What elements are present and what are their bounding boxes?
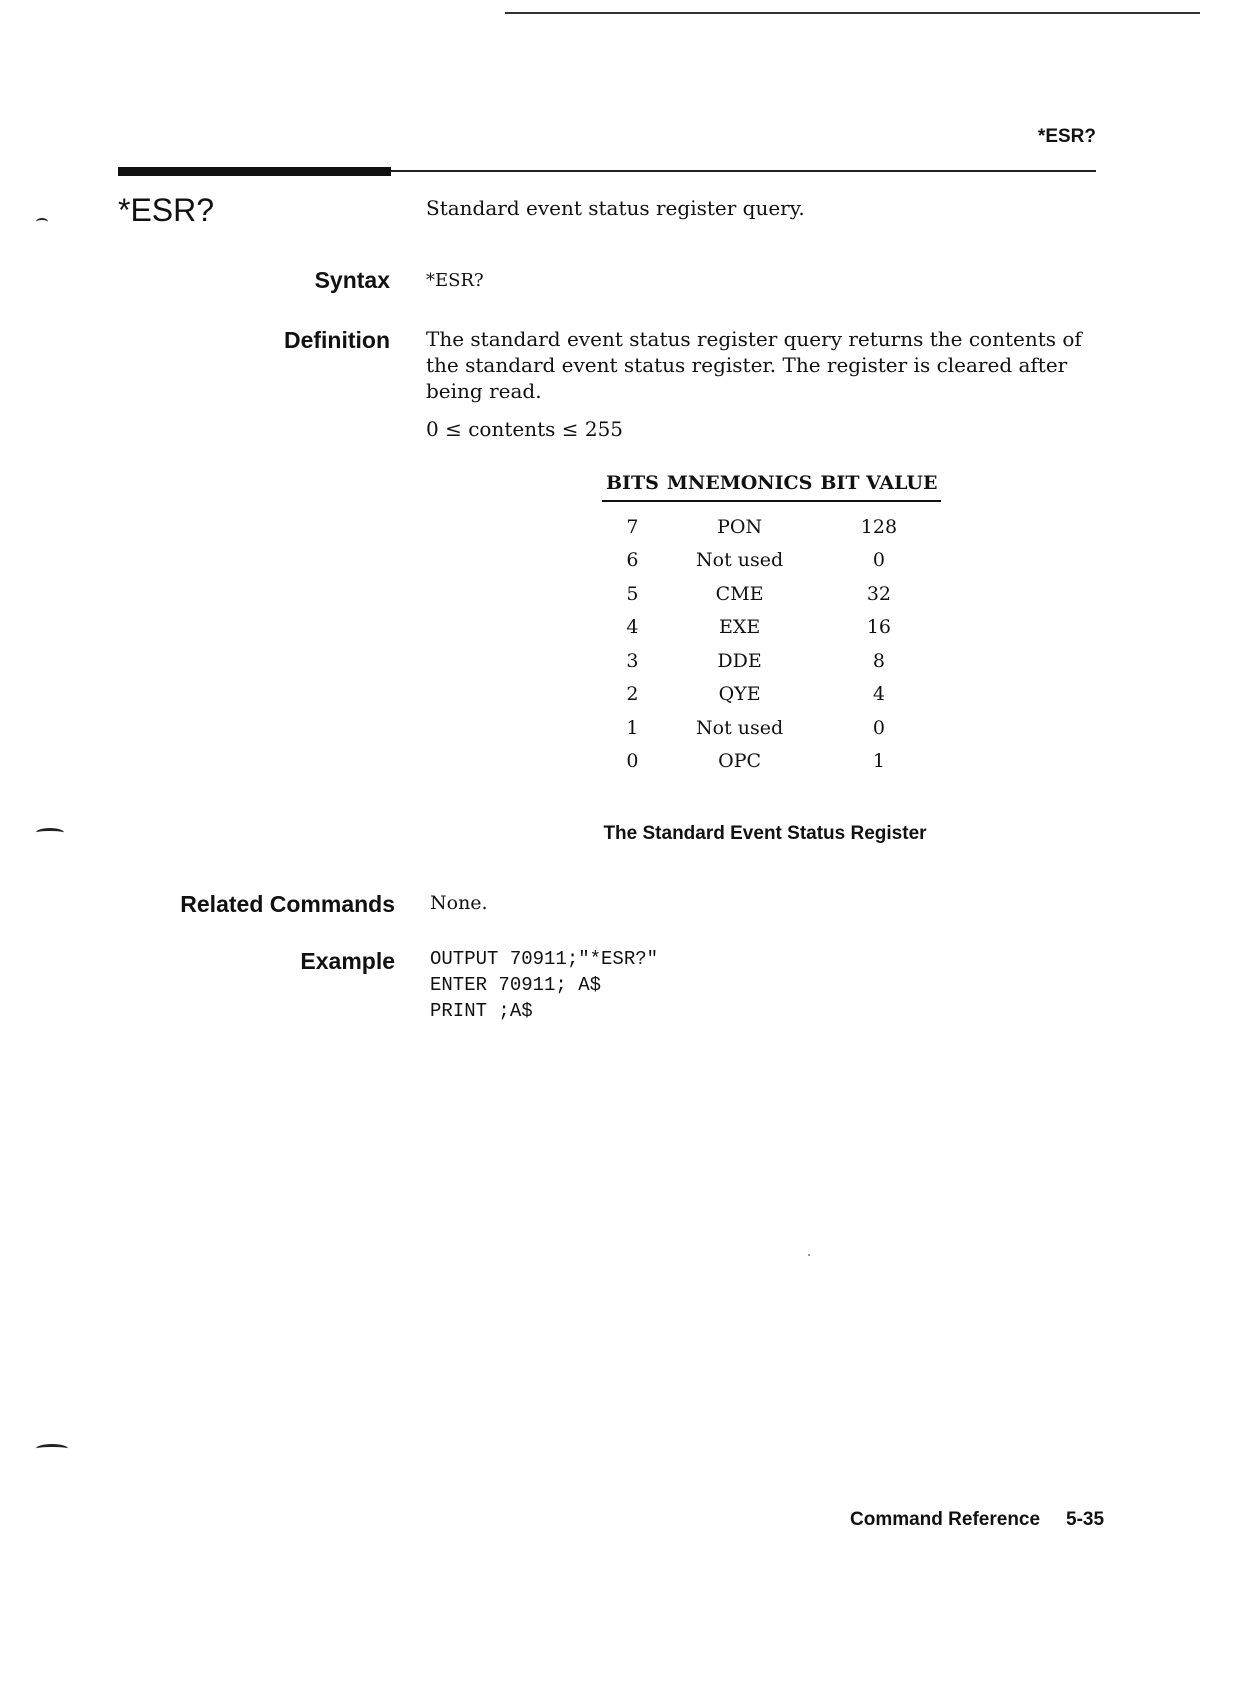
mnemonic-cell: Not used [696,549,784,572]
example-label: Example [300,948,395,974]
section-bar [118,167,391,176]
syntax-text: *ESR? [426,270,484,291]
mnemonic-cell: CME [715,582,764,605]
section-rule [391,170,1096,172]
footer-page-number: 5-35 [1066,1509,1105,1530]
top-rule [505,12,1200,14]
syntax-label: Syntax [314,267,390,293]
bit-cell: 5 [626,582,639,605]
example-code: OUTPUT 70911;"*ESR?" ENTER 70911; A$ PRINT ;A$ [430,948,659,1022]
footer-section-title: Command Reference [850,1509,1041,1530]
table-row [602,544,941,578]
mnemonic-cell: OPC [718,750,762,773]
bit-cell: 0 [626,750,639,773]
table-header-row [602,472,941,501]
value-cell: 0 [872,549,885,572]
register-table [602,472,941,778]
table-row [602,501,941,544]
related-commands-text: None. [430,892,488,914]
scan-mark [36,218,48,226]
bit-cell: 2 [626,683,639,706]
definition-label: Definition [283,327,390,353]
command-title: *ESR? [118,192,215,228]
command-summary: Standard event status register query. [426,196,805,220]
definition-text: The standard event status register query returns the contents of the standard event status register. The register is cleared after being read. [426,327,1082,403]
header-bits: BITS [602,472,663,501]
table-row [602,745,941,779]
range-text: 0 ≤ contents ≤ 255 [426,417,624,441]
mnemonic-cell: PON [717,515,763,538]
table-row [602,711,941,745]
header-mnemonics: MNEMONICS [663,472,817,501]
value-cell: 32 [866,582,892,605]
bit-cell: 7 [626,515,639,538]
scan-speck [808,1254,810,1256]
table-row [602,644,941,678]
value-cell: 128 [860,515,898,538]
table-row [602,577,941,611]
value-cell: 0 [872,716,885,739]
mnemonic-cell: QYE [718,683,761,706]
bit-cell: 1 [626,716,639,739]
header-bit-value: BIT VALUE [816,472,941,501]
table-caption: The Standard Event Status Register [603,823,927,844]
table-row [602,611,941,645]
scan-mark [36,1444,68,1453]
mnemonic-cell: DDE [717,649,762,672]
value-cell: 16 [866,616,892,639]
table-row [602,678,941,712]
scan-mark [36,828,64,837]
mnemonic-cell: Not used [696,716,784,739]
value-cell: 4 [872,683,885,706]
mnemonic-cell: EXE [718,616,761,639]
bit-cell: 4 [626,616,639,639]
value-cell: 8 [872,649,885,672]
related-commands-label: Related Commands [180,891,395,917]
running-head: *ESR? [1037,126,1096,147]
bit-cell: 6 [626,549,639,572]
value-cell: 1 [872,750,885,773]
bit-cell: 3 [626,649,639,672]
